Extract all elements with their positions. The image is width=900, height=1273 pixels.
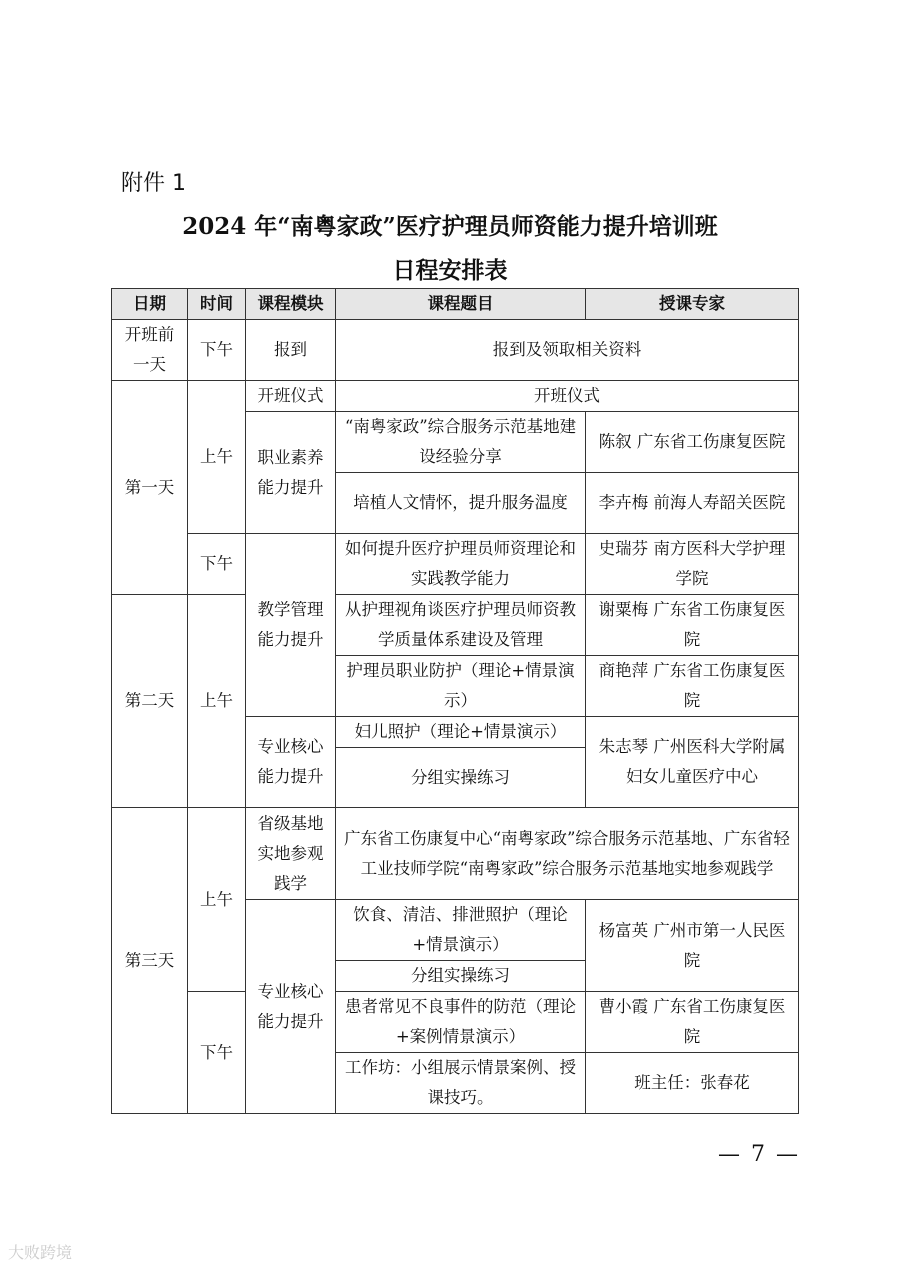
header-row [112,289,799,320]
table-row [112,320,799,381]
topic-cell: 饮食、清洁、排泄照护（理论+情景演示） [336,900,586,961]
module-cell: 专业核心能力提升 [246,717,336,808]
table-row [112,992,799,1053]
expert-cell: 班主任：张春花 [586,1053,799,1114]
header-topic: 课程题目 [336,289,586,320]
topic-cell: 广东省工伤康复中心“南粤家政”综合服务示范基地、广东省轻工业技师学院“南粤家政”综合服务示范基地实地参观践学 [336,808,799,900]
topic-cell: 从护理视角谈医疗护理员师资教学质量体系建设及管理 [336,595,586,656]
time-cell: 上午 [188,595,246,808]
expert-cell: 李卉梅 前海人寿韶关医院 [586,473,799,534]
topic-cell: 妇儿照护（理论+情景演示） [336,717,586,748]
expert-cell: 朱志琴 广州医科大学附属妇女儿童医疗中心 [586,717,799,808]
table-row [112,534,799,595]
expert-cell: 曹小霞 广东省工伤康复医院 [586,992,799,1053]
time-cell: 下午 [188,320,246,381]
header-module: 课程模块 [246,289,336,320]
expert-cell: 史瑞芬 南方医科大学护理学院 [586,534,799,595]
topic-cell: 工作坊：小组展示情景案例、授课技巧。 [336,1053,586,1114]
topic-cell: 分组实操练习 [336,748,586,808]
expert-cell: 谢粟梅 广东省工伤康复医院 [586,595,799,656]
topic-cell: 护理员职业防护（理论+情景演示） [336,656,586,717]
header-date: 日期 [112,289,188,320]
page-number: — 7 — [718,1142,800,1167]
topic-cell: 患者常见不良事件的防范（理论+案例情景演示） [336,992,586,1053]
module-cell: 专业核心能力提升 [246,900,336,1114]
date-cell: 第一天 [112,381,188,595]
expert-cell: 陈叙 广东省工伤康复医院 [586,412,799,473]
topic-cell: 开班仪式 [336,381,799,412]
expert-cell: 商艳萍 广东省工伤康复医院 [586,656,799,717]
topic-cell: 培植人文情怀，提升服务温度 [336,473,586,534]
expert-cell: 杨富英 广州市第一人民医院 [586,900,799,992]
date-cell: 第二天 [112,595,188,808]
topic-cell: 如何提升医疗护理员师资理论和实践教学能力 [336,534,586,595]
time-cell: 上午 [188,808,246,992]
attachment-label: 附件 1 [121,171,186,196]
watermark: 大败跨境 [8,1243,73,1262]
schedule-table [111,288,799,1114]
module-cell: 报到 [246,320,336,381]
topic-cell: 报到及领取相关资料 [336,320,799,381]
date-cell: 开班前一天 [112,320,188,381]
table-row [112,595,799,656]
date-cell: 第三天 [112,808,188,1114]
topic-cell: “南粤家政”综合服务示范基地建设经验分享 [336,412,586,473]
document-title: 2024 年“南粤家政”医疗护理员师资能力提升培训班 [182,213,718,240]
document-subtitle: 日程安排表 [392,257,508,284]
module-cell: 教学管理能力提升 [246,534,336,717]
module-cell: 省级基地实地参观践学 [246,808,336,900]
time-cell: 上午 [188,381,246,534]
time-cell: 下午 [188,534,246,595]
header-time: 时间 [188,289,246,320]
header-expert: 授课专家 [586,289,799,320]
table-row [112,808,799,900]
module-cell: 开班仪式 [246,381,336,412]
time-cell: 下午 [188,992,246,1114]
module-cell: 职业素养能力提升 [246,412,336,534]
table-row [112,381,799,412]
topic-cell: 分组实操练习 [336,961,586,992]
